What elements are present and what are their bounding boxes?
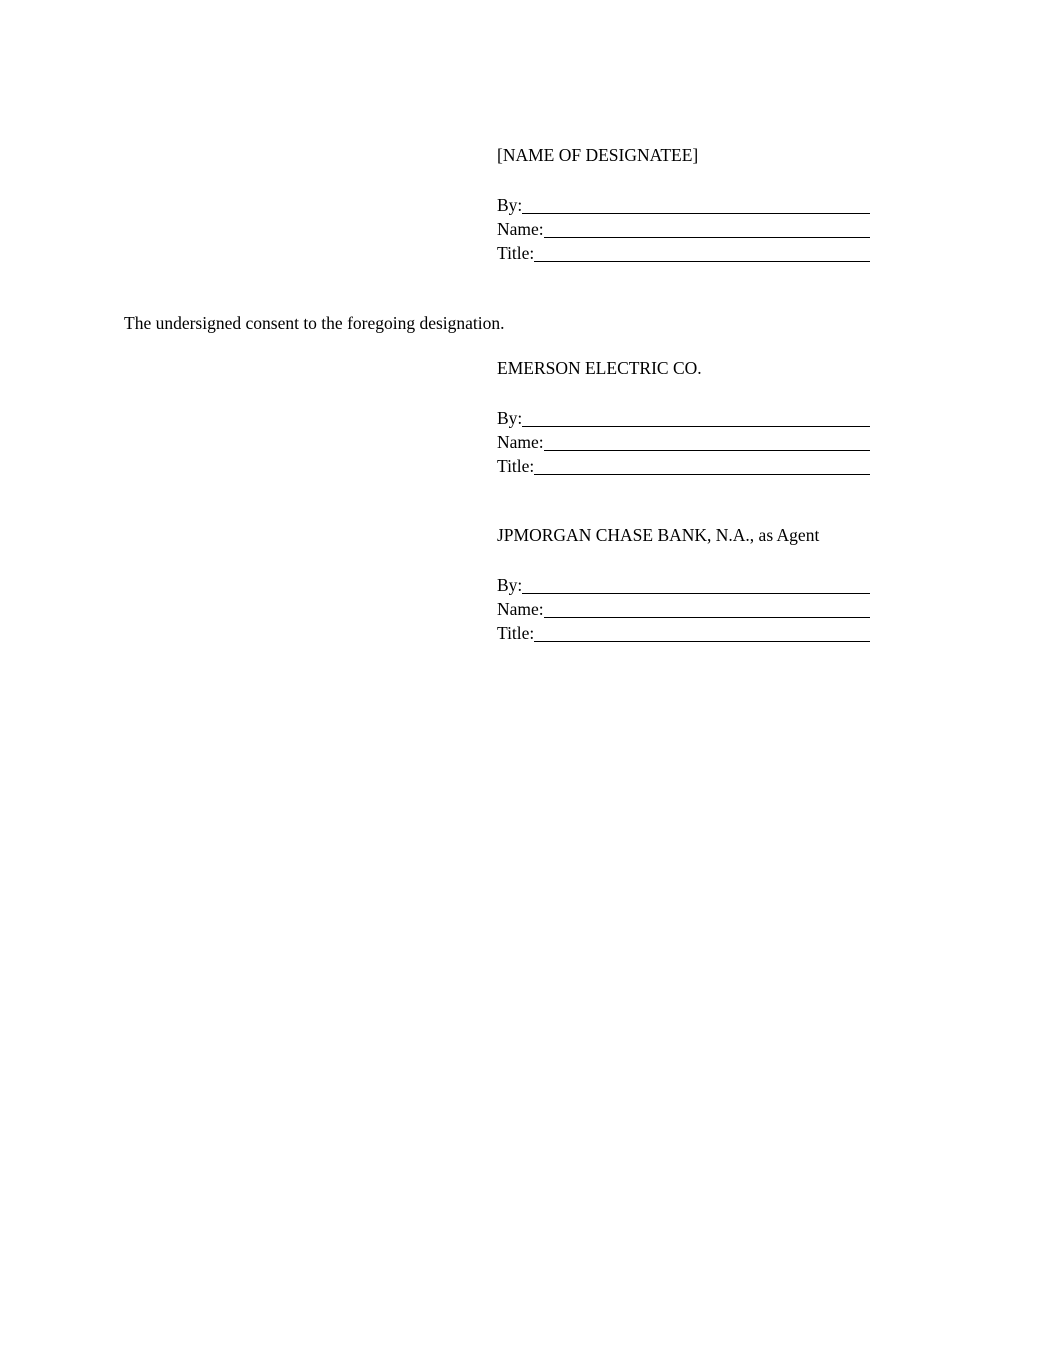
by-label: By: bbox=[497, 195, 523, 215]
by-signature-line bbox=[522, 573, 870, 594]
by-label: By: bbox=[497, 408, 523, 428]
signature-block-jpmorgan bbox=[497, 523, 870, 645]
by-row bbox=[497, 193, 870, 217]
name-label: Name: bbox=[497, 219, 544, 239]
title-row bbox=[497, 621, 870, 645]
signature-rows bbox=[497, 573, 870, 645]
name-signature-line bbox=[544, 430, 870, 451]
title-label: Title: bbox=[497, 623, 535, 643]
consent-statement: The undersigned consent to the foregoing designation. bbox=[124, 313, 505, 333]
party-name: EMERSON ELECTRIC CO. bbox=[497, 358, 702, 378]
name-label: Name: bbox=[497, 599, 544, 619]
title-row bbox=[497, 241, 870, 265]
title-signature-line bbox=[534, 241, 870, 262]
by-row bbox=[497, 573, 870, 597]
signature-rows bbox=[497, 193, 870, 265]
name-row bbox=[497, 217, 870, 241]
party-name: JPMORGAN CHASE BANK, N.A., as Agent bbox=[497, 525, 820, 545]
title-label: Title: bbox=[497, 456, 535, 476]
signature-block-emerson bbox=[497, 356, 870, 478]
name-signature-line bbox=[544, 597, 870, 618]
by-signature-line bbox=[522, 193, 870, 214]
by-label: By: bbox=[497, 575, 523, 595]
title-row bbox=[497, 454, 870, 478]
signature-block-designatee bbox=[497, 143, 870, 265]
title-label: Title: bbox=[497, 243, 535, 263]
by-signature-line bbox=[522, 406, 870, 427]
name-row bbox=[497, 430, 870, 454]
by-row bbox=[497, 406, 870, 430]
name-signature-line bbox=[544, 217, 870, 238]
signature-rows bbox=[497, 406, 870, 478]
party-name: [NAME OF DESIGNATEE] bbox=[497, 145, 699, 165]
name-label: Name: bbox=[497, 432, 544, 452]
title-signature-line bbox=[534, 621, 870, 642]
title-signature-line bbox=[534, 454, 870, 475]
name-row bbox=[497, 597, 870, 621]
